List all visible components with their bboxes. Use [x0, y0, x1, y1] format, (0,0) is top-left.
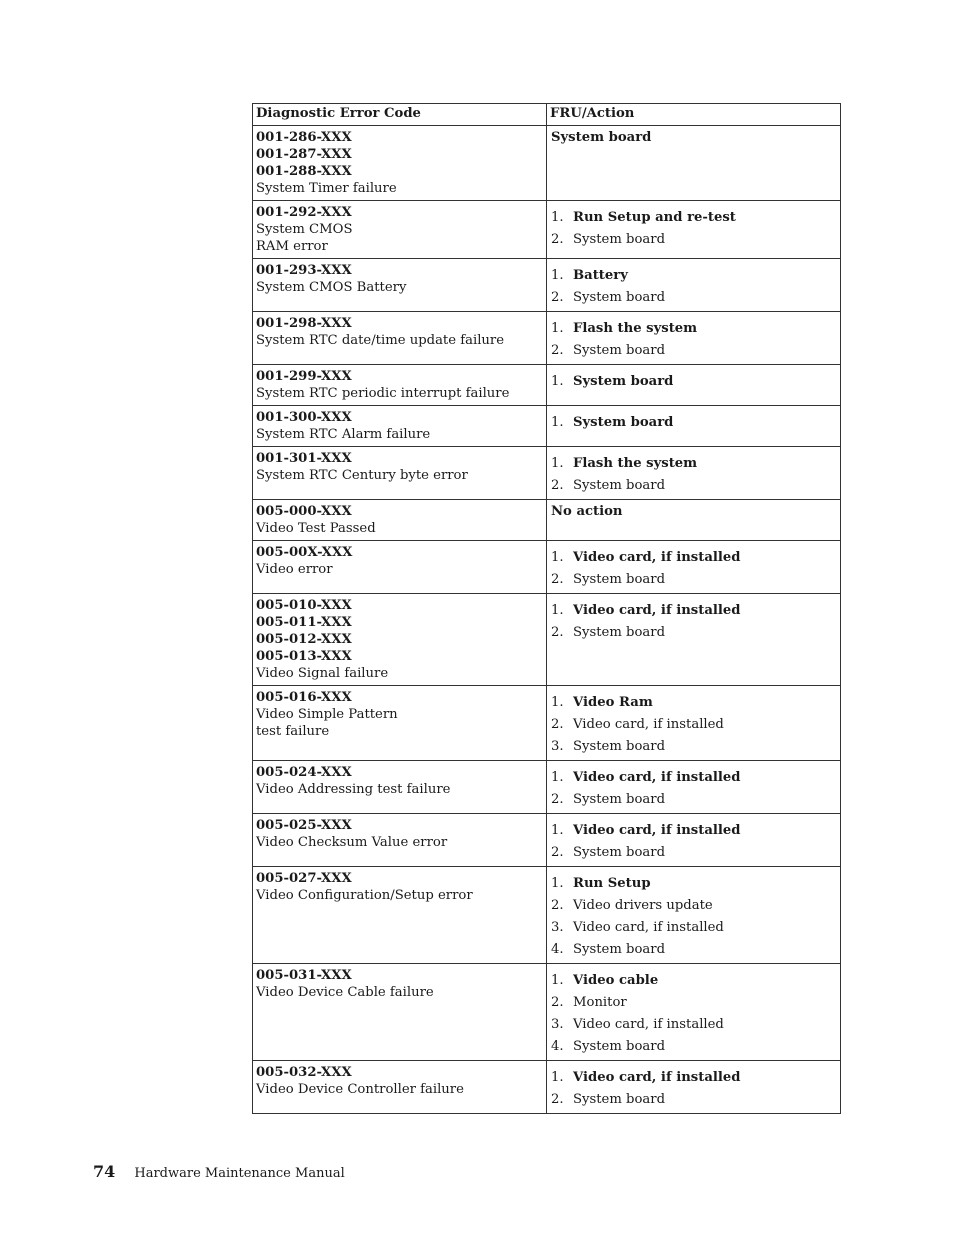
fru-action-item [551, 1089, 837, 1111]
fru-action-text: Video card, if installed [573, 717, 724, 732]
error-code-cell [253, 867, 547, 964]
table-row [253, 1061, 841, 1114]
fru-action-cell [547, 594, 841, 686]
fru-action-list [551, 873, 837, 961]
fru-action-text: System board [573, 232, 666, 247]
list-number: 1. [551, 415, 564, 430]
error-code-cell [253, 1061, 547, 1114]
fru-action-cell [547, 312, 841, 365]
header-diagnostic-error-code: Diagnostic Error Code [253, 104, 547, 126]
fru-action-text: System board [573, 792, 666, 807]
list-number: 2. [551, 845, 564, 860]
error-code: 001-301-XXX [256, 451, 352, 466]
table-row [253, 365, 841, 406]
error-code: 005-013-XXX [256, 649, 352, 664]
error-code: 005-000-XXX [256, 504, 352, 519]
fru-action-item [551, 412, 837, 434]
list-number: 2. [551, 625, 564, 640]
table-row [253, 761, 841, 814]
fru-action-cell [547, 365, 841, 406]
fru-action-item [551, 622, 837, 644]
fru-action-text: Video card, if installed [573, 770, 741, 785]
fru-action-item [551, 692, 837, 714]
fru-action-cell [547, 1061, 841, 1114]
list-number: 2. [551, 478, 564, 493]
list-number: 1. [551, 770, 564, 785]
error-description: Video Signal failure [256, 666, 389, 681]
table-row [253, 126, 841, 201]
list-number: 4. [551, 1039, 564, 1054]
fru-action: No action [551, 504, 623, 519]
fru-action-cell [547, 814, 841, 867]
error-code: 005-032-XXX [256, 1065, 352, 1080]
fru-action-cell [547, 259, 841, 312]
list-number: 1. [551, 210, 564, 225]
list-number: 1. [551, 374, 564, 389]
error-description: Video error [256, 562, 333, 577]
list-number: 1. [551, 603, 564, 618]
fru-action-text: Video card, if installed [573, 1017, 724, 1032]
list-number: 2. [551, 995, 564, 1010]
error-code-cell [253, 365, 547, 406]
error-code: 005-027-XXX [256, 871, 352, 886]
error-code: 001-293-XXX [256, 263, 352, 278]
fru-action-text: Flash the system [573, 321, 698, 336]
fru-action-list [551, 453, 837, 497]
error-description: System CMOS [256, 222, 353, 237]
fru-action-item [551, 1014, 837, 1036]
error-code: 001-292-XXX [256, 205, 352, 220]
error-code: 005-012-XXX [256, 632, 352, 647]
fru-action-item [551, 873, 837, 895]
list-number: 1. [551, 695, 564, 710]
fru-action-text: Video drivers update [573, 898, 713, 913]
fru-action-cell [547, 867, 841, 964]
error-description: System RTC Alarm failure [256, 427, 431, 442]
error-code: 005-024-XXX [256, 765, 352, 780]
error-description: test failure [256, 724, 330, 739]
diagnostic-error-table [252, 103, 841, 1114]
table-row [253, 406, 841, 447]
error-code: 001-300-XXX [256, 410, 352, 425]
fru-action-item [551, 767, 837, 789]
fru-action-text: System board [573, 572, 666, 587]
table-row [253, 201, 841, 259]
table-header-row [253, 104, 841, 126]
list-number: 2. [551, 232, 564, 247]
fru-action-text: System board [573, 478, 666, 493]
error-code: 005-031-XXX [256, 968, 352, 983]
fru-action-item [551, 340, 837, 362]
list-number: 2. [551, 717, 564, 732]
fru-action-text: Run Setup [573, 876, 651, 891]
list-number: 4. [551, 942, 564, 957]
list-number: 3. [551, 739, 564, 754]
error-code-cell [253, 964, 547, 1061]
fru-action-item [551, 939, 837, 961]
fru-action-list [551, 318, 837, 362]
fru-action-item [551, 287, 837, 309]
page-footer [93, 1162, 345, 1181]
fru-action-cell [547, 686, 841, 761]
list-number: 1. [551, 973, 564, 988]
error-code-cell [253, 201, 547, 259]
page-number: 74 [93, 1162, 116, 1181]
fru-action-item [551, 371, 837, 393]
error-code-cell [253, 541, 547, 594]
fru-action-item [551, 895, 837, 917]
error-code-cell [253, 500, 547, 541]
error-code-cell [253, 406, 547, 447]
fru-action-cell [547, 406, 841, 447]
error-description: Video Device Controller failure [256, 1082, 464, 1097]
fru-action: System board [551, 130, 652, 145]
fru-action-list [551, 207, 837, 251]
list-number: 2. [551, 792, 564, 807]
error-code-cell [253, 312, 547, 365]
fru-action-list [551, 600, 837, 644]
error-description: RAM error [256, 239, 328, 254]
fru-action-cell [547, 201, 841, 259]
list-number: 1. [551, 268, 564, 283]
fru-action-list [551, 371, 837, 393]
error-code-cell [253, 761, 547, 814]
fru-action-item [551, 207, 837, 229]
fru-action-item [551, 569, 837, 591]
fru-action-cell [547, 964, 841, 1061]
fru-action-text: Monitor [573, 995, 627, 1010]
fru-action-item [551, 265, 837, 287]
fru-action-list [551, 692, 837, 758]
fru-action-item [551, 917, 837, 939]
fru-action-text: Video card, if installed [573, 603, 741, 618]
fru-action-text: Battery [573, 268, 628, 283]
fru-action-list [551, 412, 837, 434]
error-code-cell [253, 126, 547, 201]
fru-action-item [551, 789, 837, 811]
list-number: 2. [551, 290, 564, 305]
error-code-cell [253, 447, 547, 500]
table-row [253, 594, 841, 686]
error-description: System RTC Century byte error [256, 468, 468, 483]
fru-action-item [551, 842, 837, 864]
error-code-cell [253, 594, 547, 686]
fru-action-item [551, 229, 837, 251]
fru-action-text: System board [573, 374, 674, 389]
fru-action-text: Flash the system [573, 456, 698, 471]
error-code-cell [253, 259, 547, 312]
fru-action-text: Video card, if installed [573, 823, 741, 838]
table-row [253, 814, 841, 867]
error-code: 005-016-XXX [256, 690, 352, 705]
fru-action-cell [547, 447, 841, 500]
fru-action-text: System board [573, 942, 666, 957]
fru-action-item [551, 970, 837, 992]
table-row [253, 867, 841, 964]
fru-action-item [551, 600, 837, 622]
error-description: Video Configuration/Setup error [256, 888, 473, 903]
error-code: 005-025-XXX [256, 818, 352, 833]
fru-action-item [551, 1036, 837, 1058]
fru-action-list [551, 970, 837, 1058]
fru-action-text: Video card, if installed [573, 920, 724, 935]
manual-title: Hardware Maintenance Manual [134, 1166, 345, 1181]
fru-action-text: System board [573, 625, 666, 640]
error-description: System RTC date/time update failure [256, 333, 505, 348]
header-fru-action: FRU/Action [547, 104, 841, 126]
fru-action-cell [547, 541, 841, 594]
fru-action-item [551, 453, 837, 475]
error-description: System RTC periodic interrupt failure [256, 386, 510, 401]
fru-action-cell [547, 761, 841, 814]
fru-action-item [551, 547, 837, 569]
fru-action-item [551, 1067, 837, 1089]
error-code-cell [253, 814, 547, 867]
error-description: Video Simple Pattern [256, 707, 398, 722]
fru-action-item [551, 318, 837, 340]
list-number: 2. [551, 1092, 564, 1107]
fru-action-text: System board [573, 1092, 666, 1107]
list-number: 1. [551, 321, 564, 336]
error-code: 001-287-XXX [256, 147, 352, 162]
fru-action-text: Run Setup and re-test [573, 210, 736, 225]
fru-action-text: System board [573, 739, 666, 754]
error-code: 005-011-XXX [256, 615, 352, 630]
fru-action-list [551, 265, 837, 309]
list-number: 2. [551, 898, 564, 913]
table-row [253, 447, 841, 500]
list-number: 1. [551, 876, 564, 891]
list-number: 1. [551, 1070, 564, 1085]
table-row [253, 500, 841, 541]
list-number: 3. [551, 1017, 564, 1032]
fru-action-item [551, 736, 837, 758]
fru-action-list [551, 767, 837, 811]
error-description: Video Device Cable failure [256, 985, 434, 1000]
error-code: 001-299-XXX [256, 369, 352, 384]
fru-action-item [551, 820, 837, 842]
fru-action-text: System board [573, 343, 666, 358]
error-description: System CMOS Battery [256, 280, 407, 295]
list-number: 1. [551, 550, 564, 565]
fru-action-item [551, 475, 837, 497]
error-description: System Timer failure [256, 181, 397, 196]
table-row [253, 964, 841, 1061]
fru-action-text: System board [573, 415, 674, 430]
list-number: 1. [551, 823, 564, 838]
error-code: 005-010-XXX [256, 598, 352, 613]
table-row [253, 312, 841, 365]
list-number: 2. [551, 572, 564, 587]
table-body [253, 126, 841, 1114]
error-code: 001-286-XXX [256, 130, 352, 145]
fru-action-list [551, 547, 837, 591]
fru-action-cell [547, 500, 841, 541]
fru-action-text: System board [573, 845, 666, 860]
fru-action-text: Video card, if installed [573, 1070, 741, 1085]
error-code-cell [253, 686, 547, 761]
error-description: Video Checksum Value error [256, 835, 448, 850]
list-number: 3. [551, 920, 564, 935]
error-code: 001-298-XXX [256, 316, 352, 331]
list-number: 2. [551, 343, 564, 358]
error-code: 005-00X-XXX [256, 545, 353, 560]
list-number: 1. [551, 456, 564, 471]
fru-action-list [551, 820, 837, 864]
table-row [253, 541, 841, 594]
fru-action-text: System board [573, 1039, 666, 1054]
table-row [253, 686, 841, 761]
fru-action-cell [547, 126, 841, 201]
error-code: 001-288-XXX [256, 164, 352, 179]
error-description: Video Addressing test failure [256, 782, 451, 797]
error-description: Video Test Passed [256, 521, 376, 536]
fru-action-item [551, 992, 837, 1014]
table-row [253, 259, 841, 312]
fru-action-text: Video card, if installed [573, 550, 741, 565]
fru-action-text: System board [573, 290, 666, 305]
fru-action-text: Video Ram [573, 695, 653, 710]
fru-action-list [551, 1067, 837, 1111]
fru-action-item [551, 714, 837, 736]
fru-action-text: Video cable [573, 973, 659, 988]
